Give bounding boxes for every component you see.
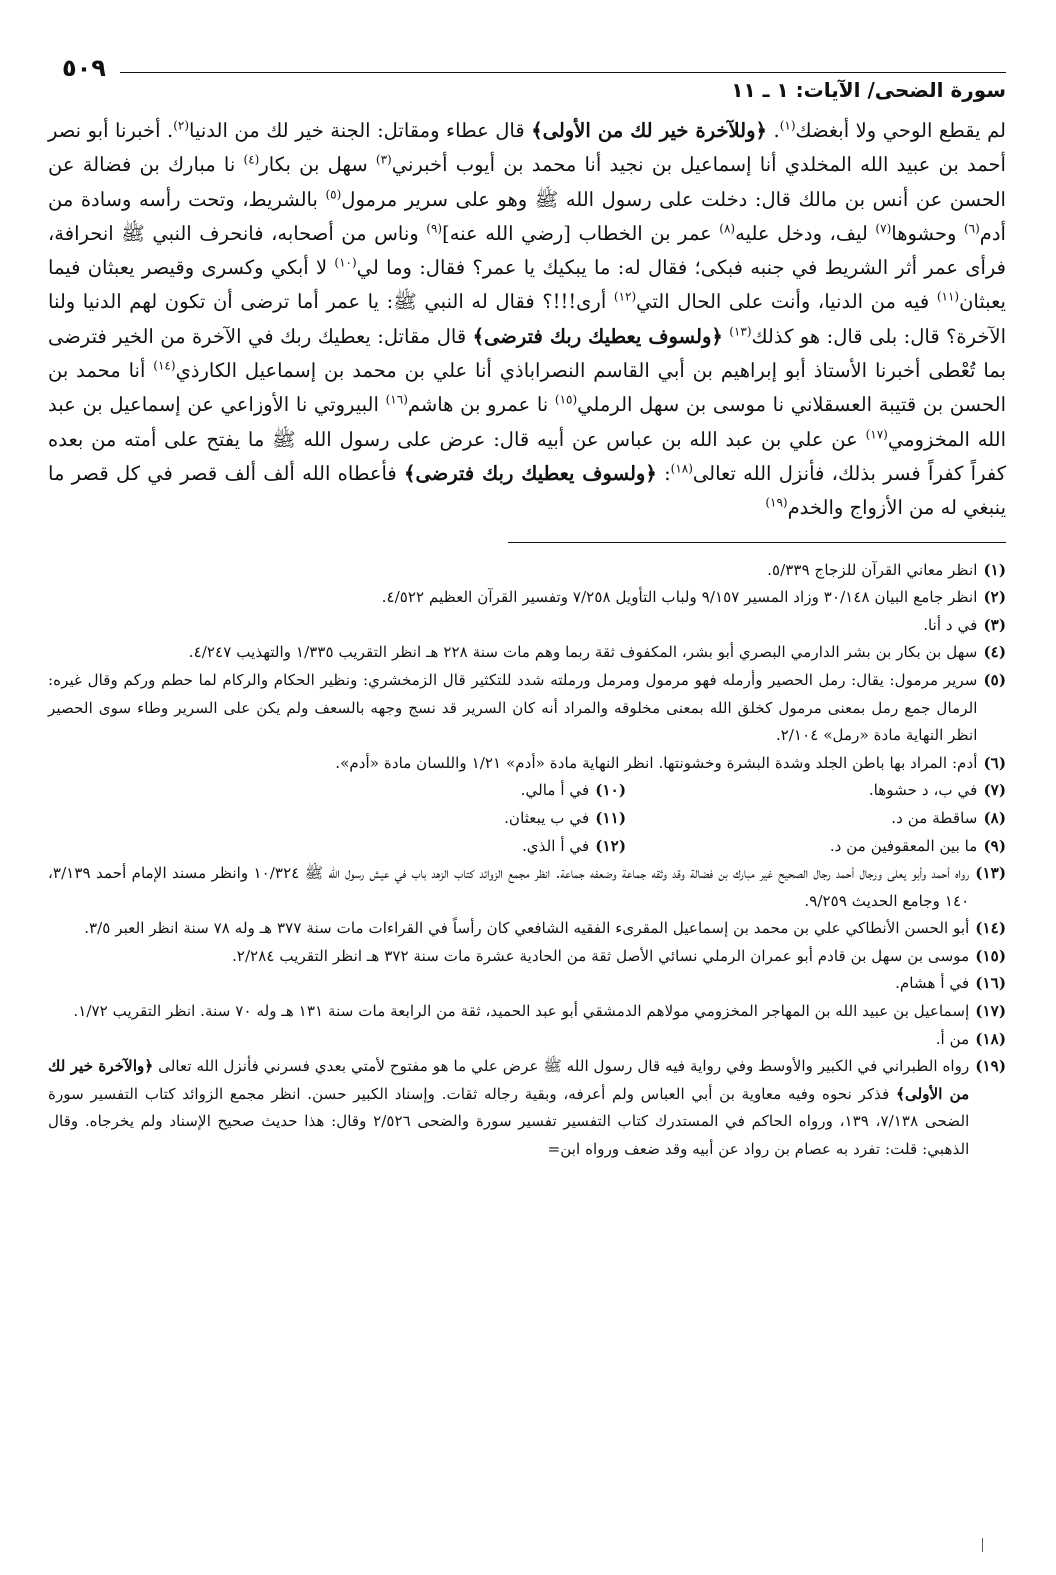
- footnote-18: [48, 1026, 1006, 1054]
- footnote-1: [48, 557, 1006, 585]
- text-segment: قال مقاتل: يعطيك ربك في الآخرة من الخير فترضى بما تُعْطى أخبرنا الأستاذ أبو إبراهيم بن أبي القاسم النصراباذي أنا علي بن محمد بن إسماعيل الكارذي: [48, 324, 1006, 383]
- footnote-6: [48, 750, 1006, 778]
- footnote-ref[interactable]: (١٢): [613, 289, 637, 304]
- footnote-ref[interactable]: (٤): [243, 152, 260, 167]
- page-number: ٥٠٩: [62, 54, 106, 82]
- footnote-number: (٢): [983, 588, 1006, 607]
- footnote-ref[interactable]: (١٩): [765, 495, 788, 510]
- footnote-ref[interactable]: (١٣): [729, 324, 752, 339]
- text-segment: وحشوها: [891, 221, 964, 245]
- main-text: [48, 114, 1006, 526]
- footnote-ref[interactable]: (٧): [875, 221, 892, 236]
- footnote-text: من أ.: [935, 1029, 970, 1048]
- quran-quote: ﴿ولسوف يعطيك ربك فترضى﴾: [404, 461, 657, 485]
- footnote-ref[interactable]: (١١): [936, 289, 960, 304]
- footnote-text: أبو الحسن الأنطاكي علي بن محمد بن إسماعيل المقرىء الفقيه الشافعي كان رأساً في القراءات مات سنة ٣٧٧ هـ وله ٧٨ سنة انظر العبر ٣/٥.: [84, 919, 970, 938]
- footnote-number: (١٥): [975, 946, 1006, 965]
- footnote-text: أدم: المراد بها باطن الجلد وشدة البشرة وخشونتها. انظر النهاية مادة «أدم» ١/٢١ واللسان مادة «أدم».: [335, 753, 978, 772]
- footnote-text-part: رواه الطبراني في الكبير والأوسط وفي رواية فيه قال رسول الله ﷺ عرض علي ما هو مفتوح لأمتي بعدي فسرني فأنزل الله تعالى: [153, 1057, 970, 1076]
- footnote-text: ساقطة من د.: [891, 808, 978, 827]
- quran-quote: ﴿وللآخرة خير لك من الأولى﴾: [531, 119, 767, 142]
- footnote-ref[interactable]: (١٦): [385, 392, 408, 407]
- footnote-4: [48, 639, 1006, 667]
- text-segment: ليف، ودخل عليه: [735, 221, 876, 245]
- footnote-text: [48, 1053, 969, 1163]
- text-segment: أرى!!!؟ فقال له النبي ﷺ: يا عمر أما ترضى أن تكون لهم الدنيا ولنا الآخرة؟ قال: بلى قال: هو كذلك: [48, 290, 1006, 348]
- footnote-number: (١٠): [595, 781, 626, 800]
- footnote-ref[interactable]: (٩): [426, 221, 443, 236]
- footnote-ref[interactable]: (١٧): [865, 427, 888, 442]
- footnote-ref[interactable]: (١٤): [153, 358, 176, 373]
- footnote-text: في ب، د حشوها.: [868, 781, 978, 800]
- running-title: سورة الضحى/ الآيات: ١ ـ ١١: [731, 78, 1006, 102]
- footnote-8: [626, 805, 1006, 833]
- footnote-number: (٩): [983, 836, 1006, 855]
- footnote-text: إسماعيل بن عبيد الله بن المهاجر المخزومي مولاهم الدمشقي أبو عبد الحميد، ثقة من الرابعة مات سنة ١٣١ هـ وله ٧٠ سنة. انظر التقريب ١/٧٢.: [73, 1002, 970, 1021]
- footnote-text: ما بين المعقوفين من د.: [829, 836, 978, 855]
- footnote-number: (١٦): [975, 974, 1006, 993]
- text-segment: أنا محمد بن الحسن بن قتيبة العسقلاني نا موسى بن سهل الرملي: [48, 359, 1006, 417]
- text-segment: . أخبرنا أبو نصر أحمد بن عبيد الله المخلدي أنا إسماعيل بن نجيد أنا محمد بن أيوب أخبرني: [48, 119, 1006, 177]
- footnote-14: [48, 915, 1006, 943]
- footnote-text: في ب يبعثان.: [504, 808, 590, 827]
- footnote-number: (١٢): [595, 836, 626, 855]
- footnote-number: (١٤): [975, 919, 1006, 938]
- footnote-text: سرير مرمول: يقال: رمل الحصير وأرمله فهو مرمول ومرمل ورملته شدد للتكثير قال الزمخشري: ونظير الحكام والركام لما حطم وركم وقال غيره: الرمال جمع رمل بمعنى مرمول كخلق الله بمعنى مخلوقه والمراد أنه كان السرير قد نسج وجهه بالسعف ولم يكن على السرير وطاء سوى الحصير انظر النهاية مادة «رمل» ٢/١٠٤.: [48, 670, 978, 745]
- footnote-ref[interactable]: (٣): [375, 152, 392, 167]
- footnote-text: في أ هشام.: [895, 974, 970, 993]
- footnote-ref[interactable]: (٨): [719, 221, 736, 236]
- footnote-ref[interactable]: (٢): [173, 118, 190, 133]
- footnote-ref[interactable]: (١٠): [334, 255, 357, 270]
- footnote-number: (٥): [983, 670, 1006, 689]
- footnote-15: [48, 943, 1006, 971]
- quran-quote: ﴿والآخرة خير لك من الأولى﴾: [48, 1057, 970, 1103]
- footnote-text: موسى بن سهل بن قادم أبو عمران الرملي نسائي الأصل ثقة من الحادية عشرة مات سنة ٣٧٢ هـ انظر التقريب ٢/٢٨٤.: [231, 946, 970, 965]
- footnote-text: انظر معاني القرآن للزجاج ٥/٣٣٩.: [767, 560, 978, 579]
- text-segment: وناس من أصحابه، فانحرف النبي ﷺ انحرافة، فرأى عمر أثر الشريط في جنبه فبكى؛ فقال له: ما يبكيك يا عمر؟ فقال: وما لي: [48, 221, 1007, 280]
- footnote-19: [48, 1053, 1006, 1163]
- footnote-number: (٤): [983, 643, 1006, 662]
- footnote-3: [48, 612, 1006, 640]
- scan-mark: [982, 1538, 983, 1552]
- text-segment: .: [766, 119, 780, 142]
- main-paragraph: [48, 114, 1006, 526]
- header-rule: [120, 72, 1006, 73]
- footnote-text-part: فذكر نحوه وفيه معاوية بن أبي العباس ولم أعرفه، وبقية رجاله ثقات. وإسناد الكبير حسن. انظر مجمع الزوائد كتاب التفسير سورة الضحى ٧/١٣٨، ١٣٩، ورواه الحاكم في المستدرك كتاب التفسير تفسير سورة والضحى ٢/٥٢٦ وقال: هذا حديث صحيح الإسناد ولم يخرجاه. وقال الذهبي: قلت: تفرد به عصام بن رواد عن أبيه وقد ضعف ورواه ابن=: [48, 1084, 970, 1159]
- footnote-ref[interactable]: (٦): [963, 221, 980, 236]
- text-segment: قال عطاء ومقاتل: الجنة خير لك من الدنيا: [189, 119, 532, 142]
- footnote-pair-row: [48, 805, 1006, 833]
- footnote-ref[interactable]: (١٥): [554, 392, 578, 407]
- footnote-text: انظر جامع البيان ٣٠/١٤٨ وزاد المسير ٩/١٥٧ ولباب التأويل ٧/٢٥٨ وتفسير القرآن العظيم ٤/٥٢٢.: [381, 588, 978, 607]
- text-segment: نا عمرو بن هاشم: [407, 393, 555, 417]
- footnote-number: (١٨): [975, 1029, 1006, 1048]
- footnote-13: [48, 860, 1006, 915]
- text-segment: لم يقطع الوحي ولا أبغضك: [795, 119, 1006, 142]
- footnote-16: [48, 970, 1006, 998]
- footnote-text: في أ الذي.: [521, 836, 590, 855]
- text-segment: البيروتي نا الأوزاعي عن إسماعيل بن عبد الله المخزومي: [48, 393, 1006, 451]
- footnote-text: في د أنا.: [923, 615, 978, 634]
- text-segment: فأعطاه الله ألف ألف قصر في كل قصر ما ينبغي له من الأزواج والخدم: [48, 461, 1006, 520]
- footnote-number: (٧): [983, 781, 1006, 800]
- footnote-number: (١٣): [975, 864, 1006, 883]
- footnote-text: رواه أحمد وأبو يعلى ورجال أحمد رجال الصحيح غير مبارك بن فضالة وقد وثقه جماعة وضعفه جماعة. انظر مجمع الزوائد كتاب الزهد باب في عيش رسول الله ﷺ ١٠/٣٢٤ وانظر مسند الإمام أحمد ٣/١٣٩، ١٤٠ وجامع الحديث ٩/٢٥٩.: [48, 864, 970, 910]
- footnote-number: (٨): [983, 808, 1006, 827]
- footnote-text: سهل بن بكار بن بشر الدارمي البصري أبو بشر، المكفوف ثقة ربما وهم مات سنة ٢٢٨ هـ انظر التقريب ١/٣٣٥ والتهذيب ٤/٢٤٧.: [188, 643, 978, 662]
- footnote-17: [48, 998, 1006, 1026]
- footnote-ref[interactable]: (١٨): [670, 461, 693, 476]
- footnote-number: (١٩): [975, 1057, 1006, 1076]
- footnote-text: في أ مالي.: [520, 781, 590, 800]
- text-segment: بالشريط، وتحت رأسه وسادة من أدم: [48, 187, 1006, 245]
- footnote-pair-row: [48, 777, 1006, 805]
- footnote-number: (١٧): [975, 1002, 1006, 1021]
- footnote-9: [626, 833, 1006, 861]
- footnote-number: (١١): [595, 808, 626, 827]
- footnote-number: (٦): [983, 753, 1006, 772]
- footnote-ref[interactable]: (٥): [325, 187, 342, 202]
- footnote-number: (١): [983, 560, 1006, 579]
- footnote-ref[interactable]: (١): [779, 118, 796, 133]
- footnote-10: [246, 777, 626, 805]
- footnote-7: [626, 777, 1006, 805]
- text-segment: عن علي بن عبد الله بن عباس عن أبيه قال: عرض على رسول الله ﷺ ما يفتح على أمته من بعده كفراً كفراً فسر بذلك، فأنزل الله تعالى: [48, 427, 1006, 485]
- text-segment: عمر بن الخطاب [رضي الله عنه]: [442, 221, 720, 245]
- footnote-number: (٣): [983, 615, 1006, 634]
- page-header: [48, 50, 1006, 100]
- footnote-2: [48, 584, 1006, 612]
- footnote-12: [246, 833, 626, 861]
- footnote-5: [48, 667, 1006, 750]
- text-segment: نا مبارك بن فضالة عن الحسن عن أنس بن مالك قال: دخلت على رسول الله ﷺ وهو على سرير مرمول: [48, 153, 1006, 211]
- footnote-pair-row: [48, 833, 1006, 861]
- quran-quote: ﴿ولسوف يعطيك ربك فترضى﴾: [472, 324, 723, 348]
- footnote-separator: [508, 542, 1006, 543]
- text-segment: فيه من الدنيا، وأنت على الحال التي: [636, 290, 937, 314]
- footnotes: [48, 557, 1006, 1164]
- footnote-11: [246, 805, 626, 833]
- text-segment: سهل بن بكار: [259, 153, 376, 177]
- text-segment: :: [656, 461, 671, 485]
- text-segment: لا أبكي وكسرى وقيصر يعبثان فيما يعبثان: [48, 256, 1006, 314]
